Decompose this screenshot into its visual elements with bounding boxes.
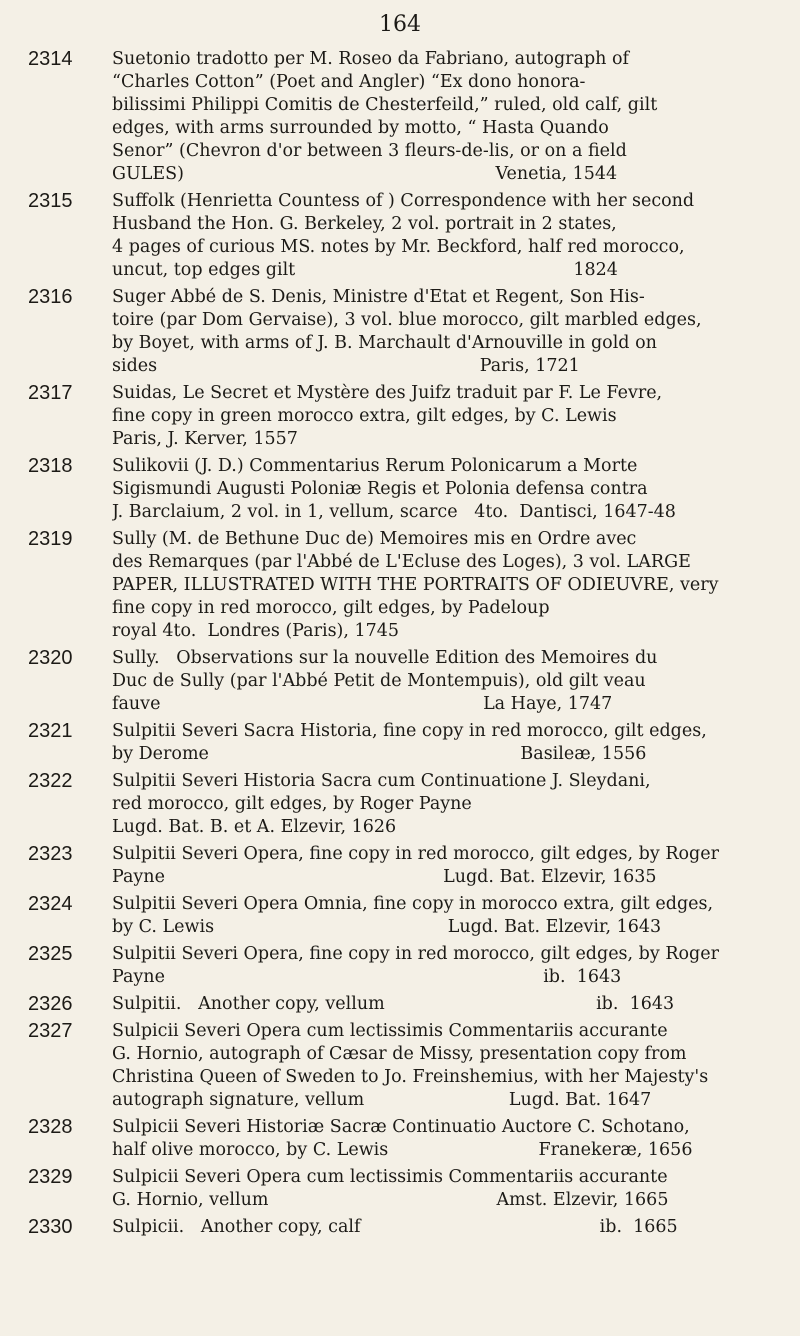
entry-line: Sulpitii Severi Opera, fine copy in red morocco, gilt edges, by Roger	[112, 844, 719, 864]
entry-line: Sulikovii (J. D.) Commentarius Rerum Polonicarum a Morte	[112, 456, 638, 476]
entry-description	[112, 993, 768, 1016]
entry-line: fauve La Haye, 1747	[112, 694, 613, 714]
entry-line: red morocco, gilt edges, by Roger Payne	[112, 794, 472, 814]
entry-line: Sulpicii Severi Opera cum lectissimis Commentariis accurante	[112, 1021, 668, 1041]
catalogue-entry	[0, 1216, 800, 1239]
entry-description	[112, 1116, 768, 1162]
entry-description	[112, 893, 768, 939]
entry-line: Sulpitii Severi Opera, fine copy in red morocco, gilt edges, by Roger	[112, 944, 719, 964]
entry-line: Sulpitii Severi Sacra Historia, fine copy in red morocco, gilt edges,	[112, 721, 707, 741]
entry-line: Sully. Observations sur la nouvelle Edition des Memoires du	[112, 648, 658, 668]
lot-number: 2315	[28, 190, 73, 212]
catalogue-entry	[0, 286, 800, 378]
entry-line: sides Paris, 1721	[112, 356, 580, 376]
lot-number: 2328	[28, 1116, 73, 1138]
entry-line: fine copy in green morocco extra, gilt edges, by C. Lewis	[112, 406, 617, 426]
entry-description	[112, 528, 768, 643]
entry-line: des Remarques (par l'Abbé de L'Ecluse des Loges), 3 vol. LARGE	[112, 552, 691, 572]
entry-line: fine copy in red morocco, gilt edges, by Padeloup	[112, 598, 550, 618]
lot-number: 2317	[28, 382, 73, 404]
entry-line: Sulpitii Severi Historia Sacra cum Continuatione J. Sleydani,	[112, 771, 651, 791]
entry-line: Suetonio tradotto per M. Roseo da Fabriano, autograph of	[112, 49, 630, 69]
entry-line: Sulpicii Severi Opera cum lectissimis Commentariis accurante	[112, 1167, 668, 1187]
entry-description	[112, 190, 768, 282]
catalogue-entry	[0, 455, 800, 524]
catalogue-entry	[0, 48, 800, 186]
lot-number: 2319	[28, 528, 73, 550]
entry-line: Suger Abbé de S. Denis, Ministre d'Etat et Regent, Son His-	[112, 287, 645, 307]
entry-line: Payne ib. 1643	[112, 967, 622, 987]
catalogue-entry	[0, 843, 800, 889]
catalogue-entry	[0, 770, 800, 839]
entry-description	[112, 286, 768, 378]
entry-line: Duc de Sully (par l'Abbé Petit de Montempuis), old gilt veau	[112, 671, 646, 691]
entry-line: Sulpitii. Another copy, vellum ib. 1643	[112, 994, 675, 1014]
entry-line: Sulpicii Severi Historiæ Sacræ Continuatio Auctore C. Schotano,	[112, 1117, 690, 1137]
catalogue-entry	[0, 1116, 800, 1162]
lot-number: 2325	[28, 943, 73, 965]
entry-line: Christina Queen of Sweden to Jo. Freinshemius, with her Majesty's	[112, 1067, 709, 1087]
entry-description	[112, 455, 768, 524]
entry-description	[112, 720, 768, 766]
entry-line: by Derome Basileæ, 1556	[112, 744, 647, 764]
entry-description	[112, 770, 768, 839]
entry-line: Suffolk (Henrietta Countess of ) Correspondence with her second	[112, 191, 695, 211]
catalogue-entry	[0, 647, 800, 716]
lot-number: 2327	[28, 1020, 73, 1042]
lot-number: 2316	[28, 286, 73, 308]
catalogue-entry	[0, 528, 800, 643]
catalogue-entry	[0, 943, 800, 989]
catalogue-entry	[0, 720, 800, 766]
lot-number: 2324	[28, 893, 73, 915]
entry-line: Husband the Hon. G. Berkeley, 2 vol. portrait in 2 states,	[112, 214, 617, 234]
lot-number: 2321	[28, 720, 73, 742]
catalogue-entry	[0, 1020, 800, 1112]
entry-line: toire (par Dom Gervaise), 3 vol. blue morocco, gilt marbled edges,	[112, 310, 702, 330]
entry-description	[112, 48, 768, 186]
entry-line: by Boyet, with arms of J. B. Marchault d'Arnouville in gold on	[112, 333, 657, 353]
entry-line: autograph signature, vellum Lugd. Bat. 1647	[112, 1090, 652, 1110]
catalogue-entry	[0, 993, 800, 1016]
entry-line: Lugd. Bat. B. et A. Elzevir, 1626	[112, 817, 397, 837]
entry-line: Sulpicii. Another copy, calf ib. 1665	[112, 1217, 678, 1237]
entry-line: half olive morocco, by C. Lewis Franekeræ, 1656	[112, 1140, 693, 1160]
entry-line: Senor” (Chevron d'or between 3 fleurs-de-lis, or on a field	[112, 141, 627, 161]
entry-line: Payne Lugd. Bat. Elzevir, 1635	[112, 867, 657, 887]
entry-description	[112, 843, 768, 889]
entry-description	[112, 1166, 768, 1212]
entry-description	[112, 1216, 768, 1239]
catalogue-entry	[0, 382, 800, 451]
lot-number: 2314	[28, 48, 73, 70]
lot-number: 2329	[28, 1166, 73, 1188]
lot-number: 2323	[28, 843, 73, 865]
entry-line: Paris, J. Kerver, 1557	[112, 429, 298, 449]
lot-number: 2330	[28, 1216, 73, 1238]
entry-line: GULES) Venetia, 1544	[112, 164, 618, 184]
entry-line: edges, with arms surrounded by motto, “ Hasta Quando	[112, 118, 609, 138]
entry-line: bilissimi Philippi Comitis de Chesterfeild,” ruled, old calf, gilt	[112, 95, 658, 115]
page-number: 164	[379, 12, 421, 37]
entry-description	[112, 943, 768, 989]
entry-line: by C. Lewis Lugd. Bat. Elzevir, 1643	[112, 917, 662, 937]
entry-list	[0, 48, 800, 1243]
entry-line: Sulpitii Severi Opera Omnia, fine copy in morocco extra, gilt edges,	[112, 894, 714, 914]
entry-line: 4 pages of curious MS. notes by Mr. Beckford, half red morocco,	[112, 237, 685, 257]
entry-line: Sully (M. de Bethune Duc de) Memoires mis en Ordre avec	[112, 529, 637, 549]
lot-number: 2320	[28, 647, 73, 669]
catalogue-entry	[0, 893, 800, 939]
catalogue-entry	[0, 1166, 800, 1212]
entry-description	[112, 382, 768, 451]
entry-line: uncut, top edges gilt 1824	[112, 260, 618, 280]
entry-description	[112, 647, 768, 716]
entry-line: Sigismundi Augusti Poloniæ Regis et Polonia defensa contra	[112, 479, 648, 499]
entry-line: Suidas, Le Secret et Mystère des Juifz traduit par F. Le Fevre,	[112, 383, 663, 403]
entry-line: PAPER, ILLUSTRATED WITH THE PORTRAITS OF ODIEUVRE, very	[112, 575, 719, 595]
entry-line: “Charles Cotton” (Poet and Angler) “Ex dono honora-	[112, 72, 586, 92]
catalogue-entry	[0, 190, 800, 282]
entry-line: J. Barclaium, 2 vol. in 1, vellum, scarce 4to. Dantisci, 1647-48	[112, 502, 676, 522]
entry-description	[112, 1020, 768, 1112]
entry-line: royal 4to. Londres (Paris), 1745	[112, 621, 400, 641]
lot-number: 2322	[28, 770, 73, 792]
entry-line: G. Hornio, autograph of Cæsar de Missy, presentation copy from	[112, 1044, 687, 1064]
lot-number: 2326	[28, 993, 73, 1015]
lot-number: 2318	[28, 455, 73, 477]
entry-line: G. Hornio, vellum Amst. Elzevir, 1665	[112, 1190, 669, 1210]
